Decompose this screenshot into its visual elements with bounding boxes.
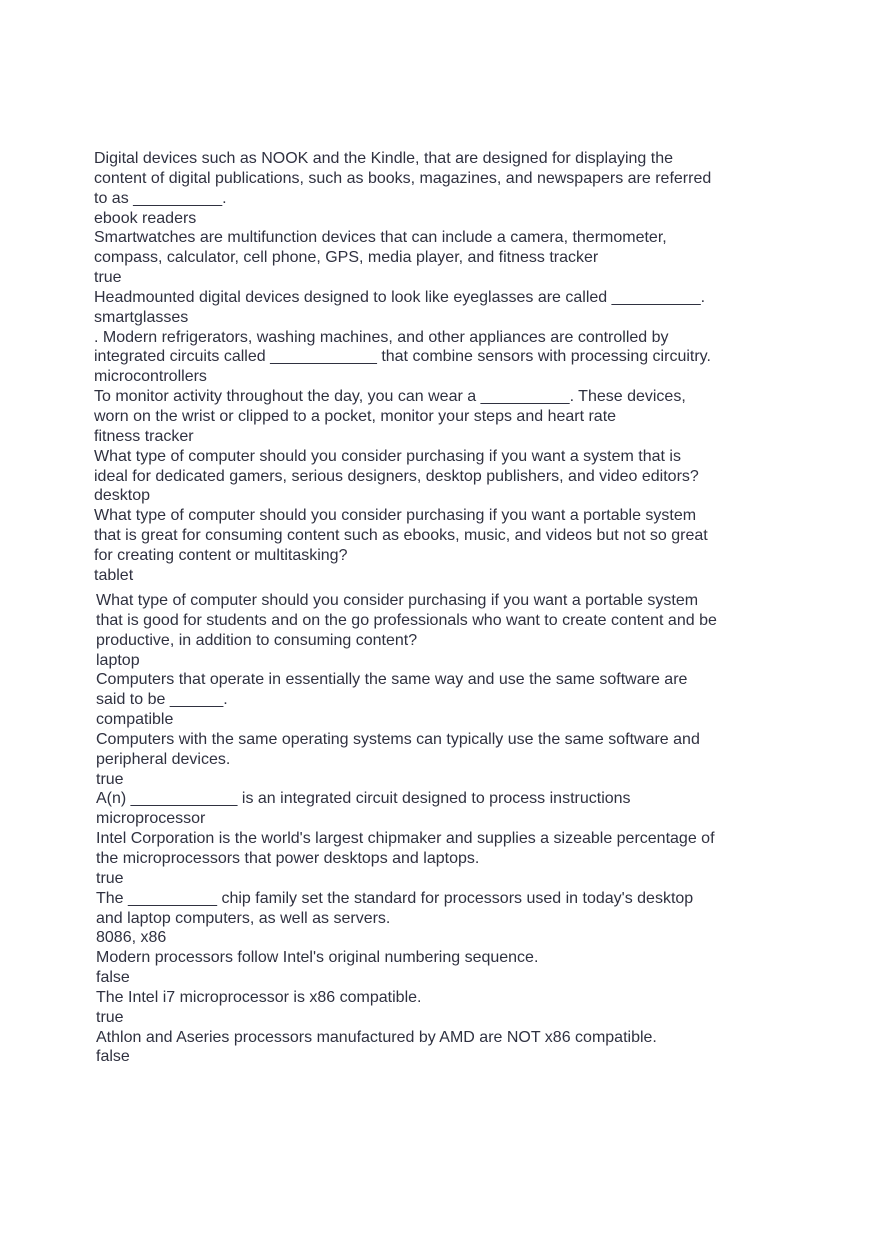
- text-line: A(n) ____________ is an integrated circuit designed to process instructions: [96, 790, 631, 808]
- text-line: To monitor activity throughout the day, you can wear a __________. These devices,: [94, 388, 686, 406]
- text-line: productive, in addition to consuming content?: [96, 631, 418, 649]
- text-line: Headmounted digital devices designed to look like eyeglasses are called __________.: [94, 288, 706, 306]
- text-line: . Modern refrigerators, washing machines, and other appliances are controlled by: [94, 328, 669, 346]
- text-line: ebook readers: [94, 209, 197, 227]
- text-line: Computers with the same operating systems can typically use the same software and: [96, 730, 700, 748]
- text-line: false: [96, 969, 130, 987]
- text-line: The __________ chip family set the standard for processors used in today's desktop: [96, 889, 694, 907]
- text-line: The Intel i7 microprocessor is x86 compatible.: [96, 988, 422, 1006]
- text-line: that is great for consuming content such as ebooks, music, and videos but not so great: [94, 527, 708, 545]
- text-line: true: [94, 269, 122, 287]
- text-block-1: [94, 149, 784, 586]
- text-line: that is good for students and on the go professionals who want to create content and be: [96, 611, 717, 629]
- text-line: the microprocessors that power desktops and laptops.: [96, 849, 480, 867]
- text-line: Athlon and Aseries processors manufactured by AMD are NOT x86 compatible.: [96, 1028, 657, 1046]
- text-line: What type of computer should you consider purchasing if you want a portable system: [94, 507, 697, 525]
- text-line: and laptop computers, as well as servers.: [96, 909, 391, 927]
- text-line: What type of computer should you consider purchasing if you want a portable system: [96, 592, 699, 609]
- text-line: peripheral devices.: [96, 750, 231, 768]
- text-line: ideal for dedicated gamers, serious designers, desktop publishers, and video editors?: [94, 467, 699, 485]
- text-line: for creating content or multitasking?: [94, 546, 348, 564]
- text-line: worn on the wrist or clipped to a pocket, monitor your steps and heart rate: [94, 407, 617, 425]
- text-line: content of digital publications, such as books, magazines, and newspapers are referred: [94, 169, 712, 187]
- text-line: fitness tracker: [94, 427, 194, 445]
- text-line: true: [96, 869, 124, 887]
- text-line: microprocessor: [96, 810, 206, 828]
- text-line: true: [96, 1008, 124, 1026]
- text-line: said to be ______.: [96, 691, 228, 709]
- text-line: Intel Corporation is the world's largest chipmaker and supplies a sizeable percentage of: [96, 830, 715, 848]
- text-line: Modern processors follow Intel's original numbering sequence.: [96, 949, 539, 967]
- text-line: compass, calculator, cell phone, GPS, media player, and fitness tracker: [94, 249, 599, 267]
- text-line: microcontrollers: [94, 368, 207, 386]
- text-line: compatible: [96, 711, 174, 729]
- text-line: laptop: [96, 651, 140, 669]
- text-line: tablet: [94, 566, 134, 584]
- text-line: integrated circuits called ____________ that combine sensors with processing circuitry.: [94, 348, 711, 366]
- text-line: desktop: [94, 487, 151, 505]
- text-line: to as __________.: [94, 189, 227, 207]
- text-line: true: [96, 770, 124, 788]
- text-line: Computers that operate in essentially the same way and use the same software are: [96, 671, 688, 689]
- text-line: false: [96, 1048, 130, 1066]
- text-line: Digital devices such as NOOK and the Kindle, that are designed for displaying the: [94, 150, 673, 167]
- text-line: 8086, x86: [96, 929, 167, 947]
- text-line: What type of computer should you consider purchasing if you want a system that is: [94, 447, 681, 465]
- text-line: smartglasses: [94, 308, 189, 326]
- text-line: Smartwatches are multifunction devices that can include a camera, thermometer,: [94, 229, 667, 247]
- text-block-2: [96, 591, 786, 1067]
